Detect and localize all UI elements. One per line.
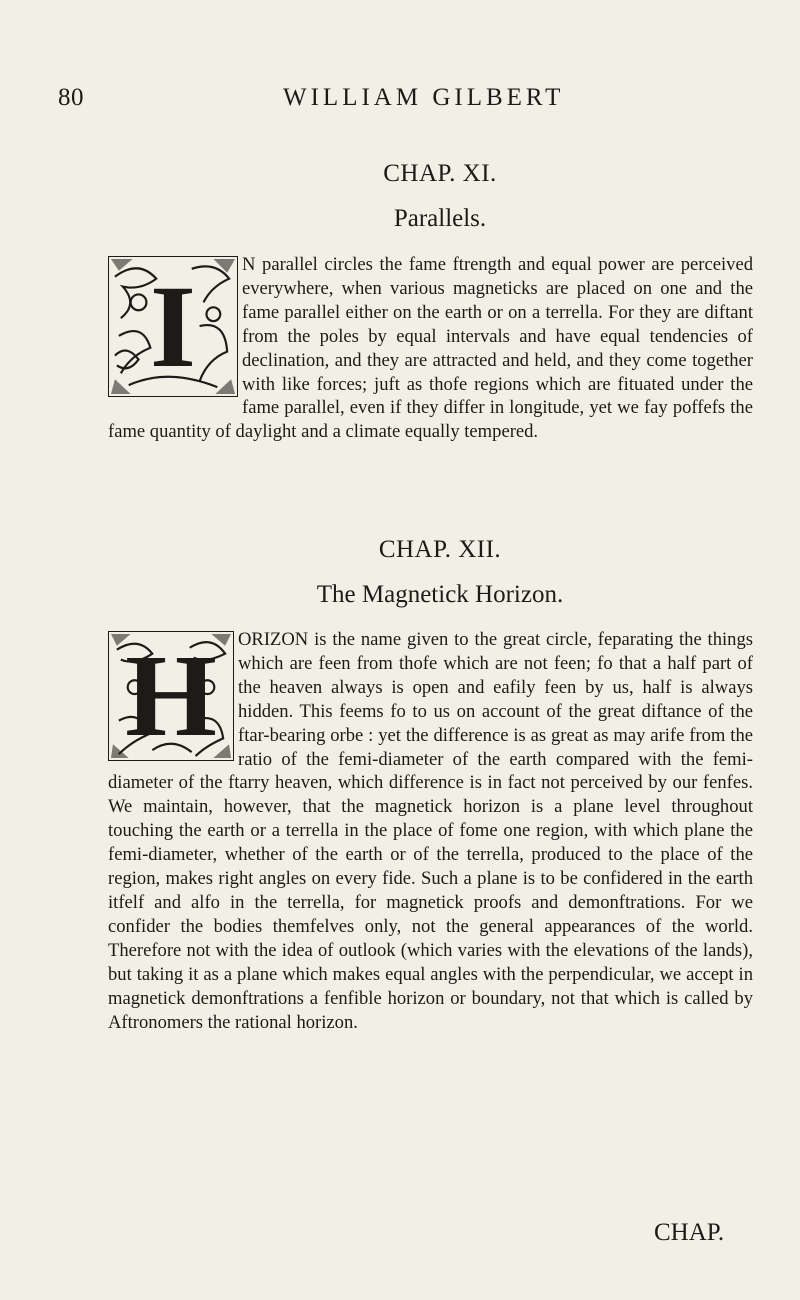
initial-letter: I xyxy=(150,260,196,392)
chapter-12-title: CHAP. XII. xyxy=(378,536,502,563)
chapter-11-subtitle: Parallels. xyxy=(393,205,487,232)
chapter-11-paragraph xyxy=(108,253,753,444)
decorated-initial-i xyxy=(108,256,238,397)
decorated-initial-h xyxy=(108,631,234,761)
chapter-12-paragraph xyxy=(108,628,753,1034)
chapter-12-subtitle: The Magnetick Horizon. xyxy=(316,581,564,608)
chapter-11-title: CHAP. XI. xyxy=(383,160,497,187)
chapter-11-text: N parallel circles the fame ftrength and equal power are perceived everywhere, when various magneticks are placed on one and the fame parallel either on the earth or on a terrella. For they are diftant from the poles by equal intervals and have equal tendencies of declination, and they are attracted and held, and they come together with like forces; juft as thofe regions which are fituated under the fame parallel, even if they differ in longitude, yet we fay poffefs the fame quantity of daylight and a climate equally tempered. xyxy=(108,254,753,443)
running-title: WILLIAM GILBERT xyxy=(283,84,565,111)
page-number: 80 xyxy=(58,84,84,111)
catchword: CHAP. xyxy=(654,1219,725,1246)
chapter-12-text: ORIZON is the name given to the great circle, feparating the things which are feen from thofe which are not feen; fo that a half part of the heaven always is open and eafily feen by us, half is always hidden. This feems fo to us on account of the great diftance of the ftar-bearing orbe : yet the difference is as great as may arife from the ratio of the femi-diameter of the earth compared with the femi-diameter of the ftarry heaven, which difference is in fact not perceived by our fenfes. We maintain, however, that the magnetick horizon is a plane level throughout touching the earth or a terrella in the place of fome one region, with which plane the femi-diameter, whether of the earth or of the terrella, produced to the place of the region, makes right angles on every fide. Such a plane is to be confidered in the earth itfelf and alfo in the terrella, for magnetick proofs and demonftrations. For we confider the bodies themfelves only, not the general appearances of the world. Therefore not with the idea of outlook (which varies with the elevations of the lands), but taking it as a plane which makes equal angles with the perpendicular, we accept in magnetick demonftrations a fenfible horizon or boundary, not that which is called by Aftronomers the rational horizon. xyxy=(108,629,753,1033)
initial-letter: H xyxy=(125,631,217,761)
